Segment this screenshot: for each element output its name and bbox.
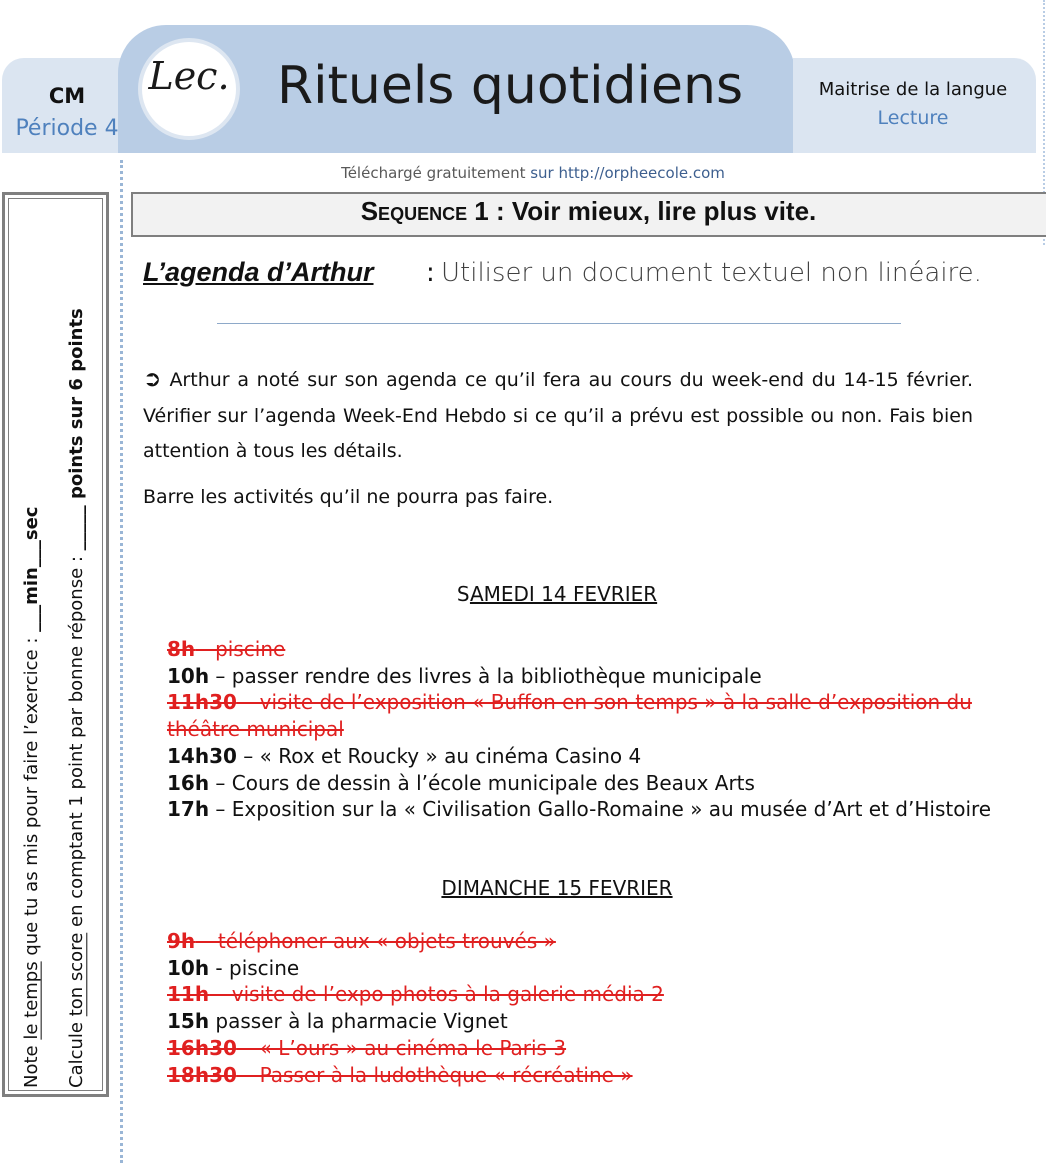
time-blank[interactable]: ___min___sec [21,506,42,632]
time-keyword: le temps [21,961,42,1040]
activity-item[interactable]: 14h30 – « Rox et Roucky » au cinéma Casino 4 [167,743,642,768]
saturday-activities [167,636,1017,823]
header-right-tab [793,58,1036,153]
sequence-heading [131,196,1046,227]
subject-label: Maitrise de la langue [818,79,1008,100]
day-heading-sunday: DIMANCHE 15 FEVRIER [441,876,673,900]
domain-label: Lecture [877,107,949,129]
activity-item[interactable]: 10h - piscine [167,955,300,980]
download-url[interactable]: http://orpheecole.com [558,164,725,182]
sequence-title: : Voir mieux, lire plus vite. [488,196,817,226]
download-sur: sur [525,164,559,182]
exercise-subtitle: Utiliser un document textuel non linéaire. [441,258,982,288]
download-prefix: Téléchargé gratuitement [341,164,526,182]
arrow-icon: ➲ [143,367,162,392]
title-divider [217,323,901,324]
activity-item[interactable]: 18h30 – Passer à la ludothèque « récréatine » [167,1062,633,1087]
level-label: CM [48,84,86,108]
instruction-paragraph [143,362,973,470]
dotted-separator [120,160,123,1163]
time-instruction: Note le temps que tu as mis pour faire l’exercice : ___min___sec [21,506,42,1088]
activity-item[interactable]: 10h – passer rendre des livres à la bibliothèque municipale [167,663,762,688]
sequence-label: Sequence 1 [360,196,489,226]
day-heading-saturday: SAMEDI 14 FEVRIER [456,582,658,606]
activity-item[interactable]: 16h – Cours de dessin à l’école municipale des Beaux Arts [167,770,755,795]
period-label: Période 4 [15,116,119,141]
exercise-title: L’agenda d’Arthur [143,257,374,287]
score-blank[interactable]: _____ points sur 6 points [66,308,87,551]
task-text: Barre les activités qu’il ne pourra pas faire. [143,486,554,508]
activity-item[interactable]: 16h30 – « L’ours » au cinéma le Paris 3 [167,1035,567,1060]
activity-item[interactable]: 11h – visite de l’expo photos à la galerie média 2 [167,982,664,1007]
logo-text: Lec. [148,54,230,98]
page-title: Rituels quotidiens [276,56,744,116]
activity-item[interactable]: 9h – téléphoner aux « objets trouvés » [167,929,556,953]
score-keyword: ton score [66,932,87,1017]
activity-item[interactable]: 8h - piscine [167,637,286,661]
activity-item[interactable]: 11h30 – visite de l’exposition « Buffon en son temps » à la salle d’exposition du théâtre municipal [167,690,972,742]
sunday-activities [167,928,1017,1088]
score-instruction: Calcule ton score en comptant 1 point par bonne réponse : _____ points sur 6 points [66,308,87,1088]
exercise-title-separator: : [426,258,435,288]
activity-item[interactable]: 17h – Exposition sur la « Civilisation Gallo-Romaine » au musée d’Art et d’Histoire [167,797,992,822]
download-credit [130,164,936,182]
activity-item[interactable]: 15h passer à la pharmacie Vignet [167,1009,508,1034]
instruction-text: Arthur a noté sur son agenda ce qu’il fera au cours du week-end du 14-15 février. Vérifier sur l’agenda Week-End Hebdo si ce qu’il a prévu est possible ou non. Fais bien attention à tous les détails. [143,369,973,462]
